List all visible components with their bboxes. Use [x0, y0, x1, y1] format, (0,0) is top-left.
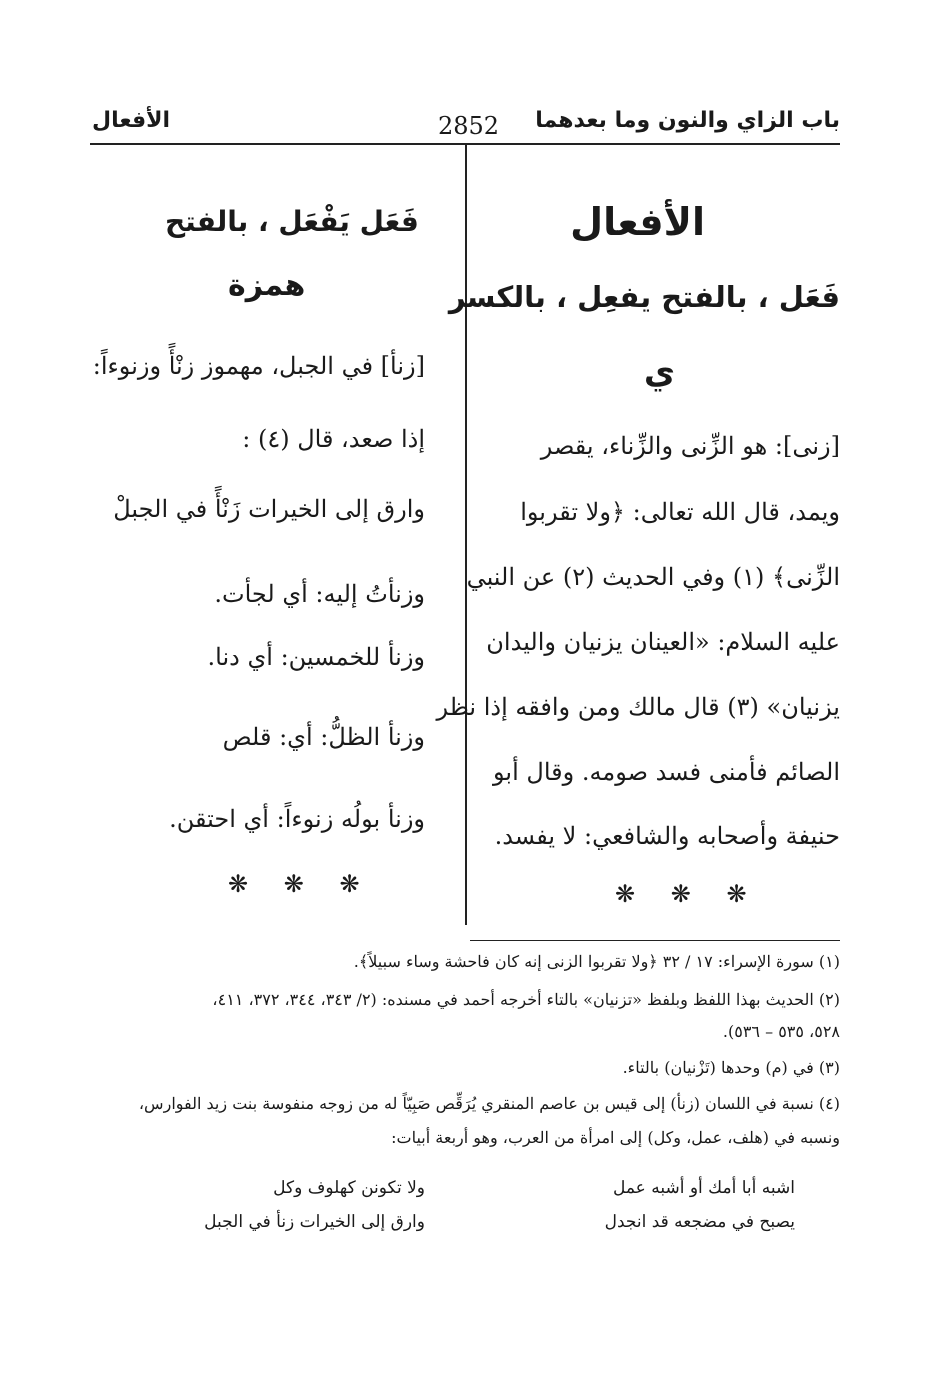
verse-2-second-hemistich: وارق إلى الخيرات زنأ في الجبل [204, 1212, 425, 1232]
right-line-5: يزنيان» (٣) قال مالك ومن وافقه إذا نظر [436, 693, 840, 721]
right-line-6: الصائم فأمنى فسد صومه. وقال أبو [493, 758, 840, 786]
left-line-1: [زنأ] في الجبل، مهموز زنْأً وزنوءاً: [92, 352, 425, 380]
footnote-1: (١) سورة الإسراء: ١٧ / ٣٢ ﴿ولا تقربوا الزنى إنه كان فاحشة وساء سبيلاً﴾. [353, 952, 840, 971]
right-line-1: [زنى]: هو الزِّنى والزِّناء، يقصر [540, 432, 840, 460]
right-line-4: عليه السلام: «العينان يزنيان واليدان [486, 628, 840, 656]
left-line-3: وارق إلى الخيرات زَنْأً في الجبلْ [113, 495, 425, 523]
left-line-7: وزنأ بولُه زنوءاً: أي احتقن. [169, 805, 425, 833]
left-line-6: وزنأ الظلُّ: أي: قلص [222, 723, 425, 751]
running-header-section: الأفعال [92, 108, 171, 133]
right-letter: ي [643, 352, 675, 392]
right-section-stars: ❋ ❋ ❋ [615, 880, 761, 908]
left-letter: همزة [228, 268, 306, 303]
right-line-2: ويمد، قال الله تعالى: ﴿ولا تقربوا [520, 498, 840, 526]
verse-1-first-hemistich: اشبه أبا أمك أو أشبه عمل [612, 1178, 795, 1198]
footnote-4: (٤) نسبة في اللسان (زنأ) إلى قيس بن عاصم المنقري يُرَقِّص صَبِيّاً له من زوجه منفوسة بنت زيد الفوارس، [138, 1094, 840, 1113]
right-line-7: حنيفة وأصحابه والشافعي: لا يفسد. [494, 822, 840, 850]
left-line-5: وزنأ للخمسين: أي دنا. [207, 643, 425, 671]
verse-2-first-hemistich: يصبح في مضجعه قد انجدل [604, 1212, 795, 1232]
column-divider [465, 145, 467, 925]
left-line-2: إذا صعد، قال (٤) : [242, 425, 425, 453]
footnote-4-cont: ونسبه في (هلف، عمل، وكل) إلى امرأة من العرب، وهو أربعة أبيات: [391, 1128, 840, 1147]
verse-1-second-hemistich: ولا تكونن كهلوف وكل [273, 1178, 425, 1198]
page-number: 2852 [438, 112, 500, 140]
footnote-3: (٣) في (م) وحدها (تَزْنيان) بالتاء. [622, 1058, 840, 1077]
right-line-3: الزِّنى﴾ (١) وفي الحديث (٢) عن النبي [466, 563, 840, 591]
footnote-2-cont: ٥٢٨، ٥٣٥ – ٥٣٦). [722, 1022, 840, 1041]
left-section-stars: ❋ ❋ ❋ [228, 870, 374, 898]
right-subheading: فَعَل ، بالفتح يفعِل ، بالكسر [448, 280, 840, 314]
left-heading: فَعَل يَفْعَل ، بالفتح [165, 205, 419, 238]
left-line-4: وزنأتُ إليه: أي لجأت. [214, 580, 425, 608]
footnote-2: (٢) الحديث بهذا اللفظ وبلفظ «تزنيان» بالتاء أخرجه أحمد في مسنده: (٢/ ٣٤٣، ٣٤٤، ٣٧٢، ٤١١، [212, 990, 840, 1009]
right-heading: الأفعال [570, 200, 705, 244]
footnote-rule [470, 940, 840, 941]
running-header-chapter: باب الزاي والنون وما بعدهما [535, 108, 840, 133]
